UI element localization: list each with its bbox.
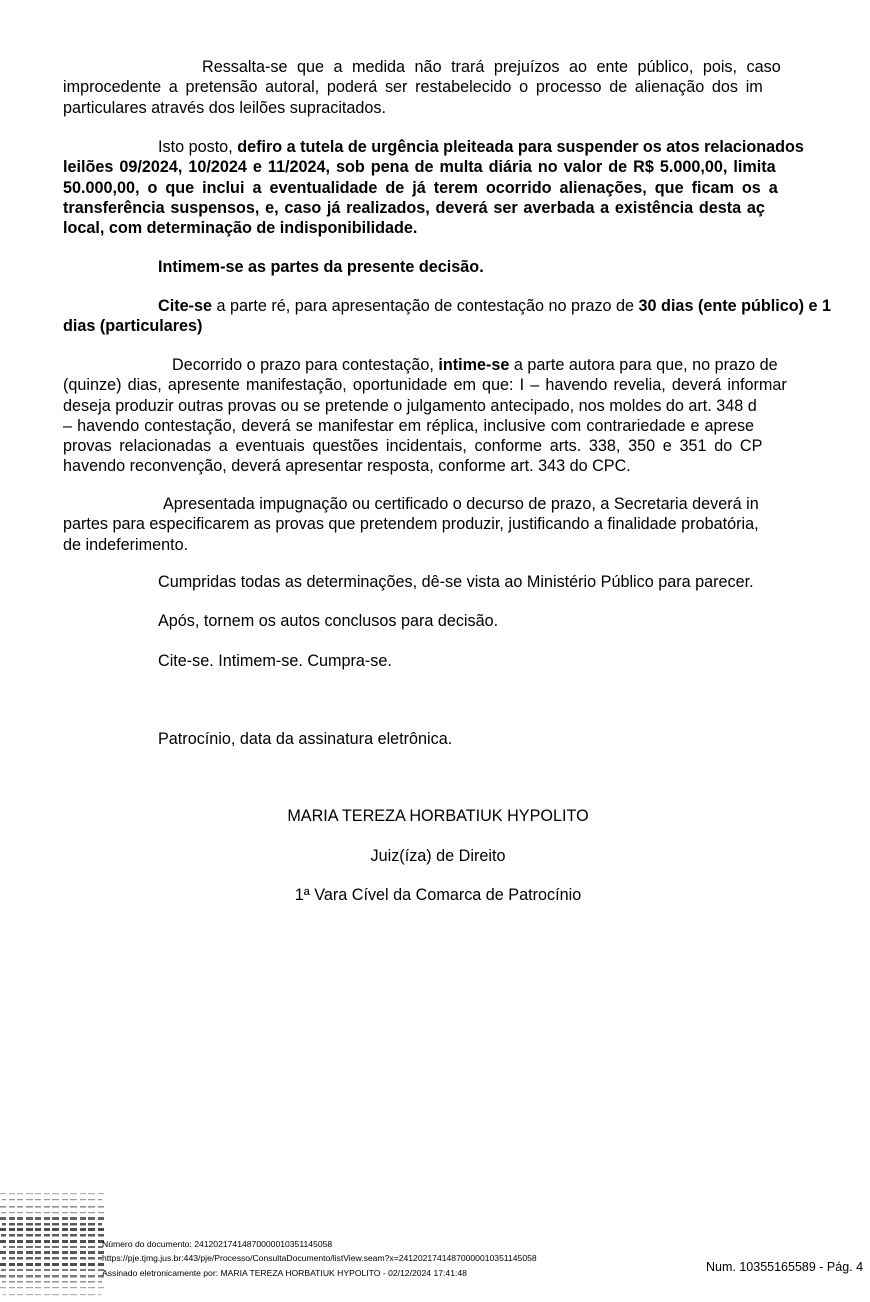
text-line: partes para especificarem as provas que pretendem produzir, justificando a finalidade probatória, [63,515,759,534]
paragraph-9: Cite-se. Intimem-se. Cumpra-se. [158,652,392,670]
text-line: dias (particulares) [63,317,203,336]
paragraph-3: Intimem-se as partes da presente decisão. [158,258,484,276]
bold-segment: Cite-se [158,297,212,315]
bold-segment: intime-se [438,356,510,374]
text-line: leilões 09/2024, 10/2024 e 11/2024, sob pena de multa diária no valor de R$ 5.000,00, limita [63,158,776,177]
footer-document-number: Número do documento: 24120217414870000010351145058 [102,1239,333,1249]
text-segment: a parte ré, para apresentação de contestação no prazo de [211,297,639,315]
paragraph-2 [63,137,870,238]
signature-court: 1ª Vara Cível da Comarca de Patrocínio [294,886,582,904]
text-segment: a parte autora para que, no prazo de [509,356,778,374]
text-line: improcedente a pretensão autoral, poderá ser restabelecido o processo de alienação dos im [63,78,763,97]
paragraph-1 [63,57,870,118]
text-segment: Isto posto, [158,138,238,156]
text-line: Ressalta-se que a medida não trará prejuízos ao ente público, pois, caso [202,58,781,76]
text-line: particulares através dos leilões supracitados. [63,98,387,117]
signature-role: Juiz(íza) de Direito [370,847,506,865]
text-segment: Decorrido o prazo para contestação, [172,356,439,374]
text-line: de indeferimento. [63,535,189,554]
text-line: – havendo contestação, deverá se manifestar em réplica, inclusive com contrariedade e aprese [63,416,755,435]
paragraph-4 [63,296,870,337]
footer-document-url: https://pje.tjmg.jus.br:443/pje/Processo/ConsultaDocumento/listView.seam?x=24120217414870000010351145058 [102,1253,537,1263]
signature-name: MARIA TEREZA HORBATIUK HYPOLITO [287,807,589,825]
paragraph-8: Após, tornem os autos conclusos para decisão. [158,612,499,630]
paragraph-7: Cumpridas todas as determinações, dê-se vista ao Ministério Público para parecer. [158,573,754,591]
bold-segment: defiro a tutela de urgência pleiteada para suspender os atos relacionados [237,138,804,156]
qr-code-icon [0,1190,104,1300]
bold-segment: 30 dias (ente público) e 1 [638,297,832,315]
text-line: deseja produzir outras provas ou se pretende o julgamento antecipado, nos moldes do art. 348 d [63,396,757,415]
page-number: Num. 10355165589 - Pág. 4 [706,1260,864,1274]
text-line: 50.000,00, o que inclui a eventualidade de já terem ocorrido alienações, que ficam os a [63,178,778,197]
text-line: Apresentada impugnação ou certificado o decurso de prazo, a Secretaria deverá in [163,495,759,513]
paragraph-6 [63,494,870,555]
text-line: local, com determinação de indisponibilidade. [63,219,418,238]
text-line: transferência suspensos, e, caso já realizados, deverá ser averbada a existência desta aç [63,198,765,217]
paragraph-5 [63,355,870,477]
text-line: havendo reconvenção, deverá apresentar resposta, conforme art. 343 do CPC. [63,457,631,476]
paragraph-10: Patrocínio, data da assinatura eletrônica. [158,730,453,748]
text-line: provas relacionadas a eventuais questões incidentais, conforme arts. 338, 350 e 351 do CP [63,437,763,456]
footer-signed-by: Assinado eletronicamente por: MARIA TEREZA HORBATIUK HYPOLITO - 02/12/2024 17:41:48 [102,1268,467,1278]
text-line: (quinze) dias, apresente manifestação, oportunidade em que: I – havendo revelia, deverá informar [63,376,787,395]
